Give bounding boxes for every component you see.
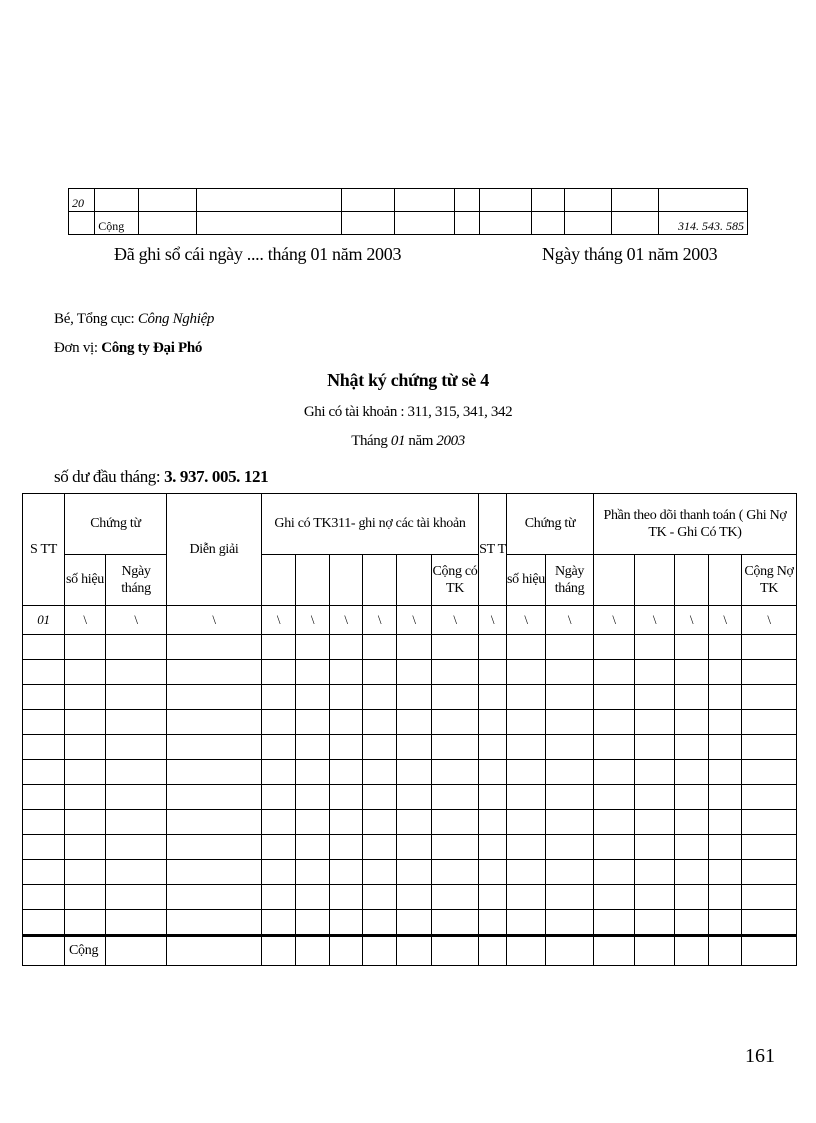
table-cell bbox=[262, 635, 296, 660]
table-cell bbox=[106, 735, 167, 760]
table-cell bbox=[106, 910, 167, 936]
ministry-line bbox=[54, 311, 214, 328]
table-row bbox=[23, 835, 797, 860]
table-cell bbox=[546, 635, 594, 660]
table-cell bbox=[507, 785, 546, 810]
table-cell bbox=[262, 660, 296, 685]
col-stt2: ST T bbox=[479, 494, 507, 606]
table-cell bbox=[432, 785, 479, 810]
opening-balance-label: số dư đầu tháng: bbox=[54, 467, 165, 486]
table-cell bbox=[167, 710, 262, 735]
table-cell bbox=[675, 685, 709, 710]
table-cell bbox=[635, 760, 675, 785]
table-cell bbox=[546, 835, 594, 860]
table-cell bbox=[330, 735, 363, 760]
table-cell bbox=[65, 660, 106, 685]
table-cell bbox=[167, 685, 262, 710]
mark: \ bbox=[65, 606, 106, 635]
table-cell bbox=[330, 760, 363, 785]
table-cell bbox=[479, 760, 507, 785]
mark: \ bbox=[507, 606, 546, 635]
ministry-label: Bé, Tổng cục: bbox=[54, 311, 138, 327]
table-cell bbox=[262, 885, 296, 910]
table-cell bbox=[167, 735, 262, 760]
table-cell bbox=[262, 860, 296, 885]
table-row bbox=[23, 910, 797, 936]
mark: \ bbox=[330, 606, 363, 635]
table-cell bbox=[296, 685, 330, 710]
unit-label: Đơn vị: bbox=[54, 340, 102, 356]
table-cell bbox=[742, 860, 797, 885]
table-cell bbox=[594, 910, 635, 936]
table-cell bbox=[262, 910, 296, 936]
col-cong-co: Cộng có TK bbox=[432, 555, 479, 606]
table-cell bbox=[106, 685, 167, 710]
table-cell bbox=[330, 885, 363, 910]
table-cell bbox=[330, 710, 363, 735]
table-cell bbox=[709, 760, 742, 785]
table-cell bbox=[23, 860, 65, 885]
table-cell bbox=[432, 735, 479, 760]
table-cell bbox=[23, 660, 65, 685]
table-cell bbox=[65, 710, 106, 735]
table-cell bbox=[296, 660, 330, 685]
table-cell bbox=[546, 710, 594, 735]
table-cell bbox=[397, 635, 432, 660]
table-cell bbox=[479, 635, 507, 660]
table-cell bbox=[546, 735, 594, 760]
table-row bbox=[69, 189, 748, 212]
table-cell bbox=[709, 785, 742, 810]
table-cell bbox=[363, 660, 397, 685]
table-cell bbox=[479, 910, 507, 936]
mark: \ bbox=[594, 606, 635, 635]
table-cell bbox=[397, 735, 432, 760]
table-cell bbox=[167, 810, 262, 835]
table-cell bbox=[594, 785, 635, 810]
table-cell bbox=[709, 885, 742, 910]
previous-page-table bbox=[68, 188, 748, 235]
table-cell bbox=[594, 710, 635, 735]
table-cell bbox=[363, 810, 397, 835]
table-cell bbox=[330, 685, 363, 710]
table-cell bbox=[594, 810, 635, 835]
opening-balance-value: 3. 937. 005. 121 bbox=[164, 467, 269, 486]
table-cell bbox=[675, 885, 709, 910]
mark: \ bbox=[432, 606, 479, 635]
table-cell bbox=[167, 885, 262, 910]
table-cell bbox=[635, 885, 675, 910]
journal-subtitle: Ghi có tài khoản : 311, 315, 341, 342 bbox=[303, 404, 513, 420]
signoff-date: Ngày tháng 01 năm 2003 bbox=[542, 244, 718, 264]
table-cell bbox=[594, 685, 635, 710]
table-cell bbox=[65, 810, 106, 835]
table-row bbox=[23, 635, 797, 660]
table-cell bbox=[432, 835, 479, 860]
table-cell bbox=[330, 910, 363, 936]
unit-value: Công ty Đại Phó bbox=[101, 340, 203, 356]
mark: \ bbox=[296, 606, 330, 635]
table-cell bbox=[742, 885, 797, 910]
mark: \ bbox=[106, 606, 167, 635]
table-row bbox=[23, 860, 797, 885]
table-cell bbox=[296, 635, 330, 660]
mark: \ bbox=[167, 606, 262, 635]
table-cell bbox=[709, 685, 742, 710]
table-cell bbox=[709, 635, 742, 660]
mark: \ bbox=[397, 606, 432, 635]
empty-rows bbox=[23, 635, 797, 936]
table-cell bbox=[397, 885, 432, 910]
table-cell bbox=[363, 635, 397, 660]
table-cell bbox=[296, 810, 330, 835]
table-cell bbox=[65, 885, 106, 910]
table-row bbox=[23, 735, 797, 760]
table-cell bbox=[635, 660, 675, 685]
table-cell bbox=[65, 835, 106, 860]
table-cell bbox=[594, 760, 635, 785]
table-cell bbox=[432, 810, 479, 835]
table-cell bbox=[635, 910, 675, 936]
table-cell bbox=[296, 910, 330, 936]
table-cell bbox=[330, 635, 363, 660]
journal-table bbox=[22, 493, 797, 966]
table-cell bbox=[106, 710, 167, 735]
col-cong-no: Cộng Nợ TK bbox=[742, 555, 797, 606]
table-cell bbox=[742, 910, 797, 936]
table-cell bbox=[262, 710, 296, 735]
total-row bbox=[23, 936, 797, 966]
table-cell bbox=[709, 910, 742, 936]
col-dien-giai: Diễn giải bbox=[167, 494, 262, 606]
table-cell bbox=[507, 760, 546, 785]
table-cell bbox=[479, 885, 507, 910]
table-cell bbox=[635, 860, 675, 885]
table-cell bbox=[507, 860, 546, 885]
table-cell bbox=[546, 760, 594, 785]
mark: \ bbox=[709, 606, 742, 635]
table-row bbox=[23, 606, 797, 635]
table-cell bbox=[23, 710, 65, 735]
total-label: Cộng bbox=[95, 212, 139, 235]
table-cell bbox=[675, 635, 709, 660]
table-cell bbox=[23, 810, 65, 835]
col-ngay-thang: Ngày tháng bbox=[106, 555, 167, 606]
table-cell bbox=[507, 810, 546, 835]
table-cell bbox=[507, 685, 546, 710]
table-cell bbox=[167, 860, 262, 885]
table-cell bbox=[709, 810, 742, 835]
table-cell bbox=[167, 910, 262, 936]
table-cell bbox=[546, 685, 594, 710]
table-cell bbox=[742, 660, 797, 685]
table-cell bbox=[363, 910, 397, 936]
table-cell bbox=[363, 710, 397, 735]
table-cell bbox=[546, 910, 594, 936]
table-cell bbox=[742, 760, 797, 785]
table-cell bbox=[432, 660, 479, 685]
table-cell bbox=[742, 685, 797, 710]
table-cell bbox=[507, 910, 546, 936]
table-cell bbox=[479, 785, 507, 810]
table-cell bbox=[65, 910, 106, 936]
table-cell bbox=[106, 760, 167, 785]
table-cell bbox=[106, 885, 167, 910]
table-cell bbox=[23, 760, 65, 785]
table-cell bbox=[507, 835, 546, 860]
table-cell bbox=[296, 785, 330, 810]
table-cell bbox=[742, 810, 797, 835]
table-cell bbox=[635, 635, 675, 660]
table-cell bbox=[675, 760, 709, 785]
table-cell bbox=[296, 860, 330, 885]
table-cell bbox=[397, 860, 432, 885]
table-cell bbox=[675, 835, 709, 860]
table-cell bbox=[594, 635, 635, 660]
table-cell bbox=[594, 835, 635, 860]
table-cell bbox=[363, 760, 397, 785]
table-cell bbox=[432, 885, 479, 910]
mark: \ bbox=[546, 606, 594, 635]
table-cell bbox=[330, 785, 363, 810]
table-cell bbox=[363, 860, 397, 885]
table-cell bbox=[330, 860, 363, 885]
table-cell bbox=[65, 685, 106, 710]
table-cell bbox=[479, 710, 507, 735]
table-cell bbox=[23, 885, 65, 910]
table-cell bbox=[106, 860, 167, 885]
table-cell bbox=[65, 760, 106, 785]
table-cell bbox=[23, 635, 65, 660]
table-cell bbox=[397, 835, 432, 860]
table-cell bbox=[167, 660, 262, 685]
table-cell bbox=[363, 835, 397, 860]
table-cell bbox=[363, 735, 397, 760]
mark: \ bbox=[635, 606, 675, 635]
table-cell bbox=[106, 660, 167, 685]
stt-cell: 20 bbox=[69, 189, 95, 212]
journal-month: Tháng 01 năm 2003 bbox=[351, 433, 465, 449]
table-cell bbox=[507, 885, 546, 910]
table-cell bbox=[479, 810, 507, 835]
table-cell bbox=[675, 660, 709, 685]
table-cell bbox=[397, 785, 432, 810]
col-chung-tu2: Chứng từ bbox=[507, 494, 594, 555]
ledger-recorded-date: Đã ghi sổ cái ngày .... tháng 01 năm 2003 bbox=[114, 244, 402, 264]
table-row bbox=[23, 685, 797, 710]
table-cell bbox=[546, 810, 594, 835]
mark: \ bbox=[742, 606, 797, 635]
table-cell bbox=[635, 785, 675, 810]
table-cell bbox=[742, 785, 797, 810]
table-cell bbox=[262, 735, 296, 760]
table-cell bbox=[546, 785, 594, 810]
header-row bbox=[23, 494, 797, 555]
table-cell bbox=[742, 835, 797, 860]
table-cell bbox=[23, 785, 65, 810]
table-cell bbox=[397, 910, 432, 936]
table-cell bbox=[296, 710, 330, 735]
table-row bbox=[23, 785, 797, 810]
table-cell bbox=[709, 735, 742, 760]
table-cell bbox=[167, 785, 262, 810]
table-cell bbox=[742, 735, 797, 760]
table-cell bbox=[675, 860, 709, 885]
table-cell bbox=[635, 810, 675, 835]
table-cell bbox=[742, 635, 797, 660]
table-cell bbox=[635, 710, 675, 735]
table-cell bbox=[296, 760, 330, 785]
table-cell bbox=[262, 685, 296, 710]
table-cell bbox=[432, 860, 479, 885]
table-cell bbox=[106, 810, 167, 835]
col-stt: S TT bbox=[23, 494, 65, 606]
mark: \ bbox=[262, 606, 296, 635]
col-ghi-co: Ghi có TK311- ghi nợ các tài khoản bbox=[262, 494, 479, 555]
table-cell bbox=[594, 660, 635, 685]
table-cell bbox=[479, 835, 507, 860]
table-cell bbox=[167, 835, 262, 860]
table-cell bbox=[546, 885, 594, 910]
total-label: Cộng bbox=[65, 936, 106, 966]
table-row bbox=[23, 810, 797, 835]
table-cell bbox=[23, 910, 65, 936]
table-cell bbox=[106, 785, 167, 810]
table-cell bbox=[23, 735, 65, 760]
table-cell bbox=[432, 760, 479, 785]
table-cell bbox=[594, 735, 635, 760]
table-cell bbox=[709, 660, 742, 685]
table-cell bbox=[330, 835, 363, 860]
table-cell bbox=[23, 835, 65, 860]
table-cell bbox=[106, 835, 167, 860]
table-cell bbox=[432, 710, 479, 735]
table-cell bbox=[262, 835, 296, 860]
table-cell bbox=[432, 910, 479, 936]
table-cell bbox=[635, 685, 675, 710]
table-cell bbox=[507, 710, 546, 735]
table-cell bbox=[262, 810, 296, 835]
table-cell bbox=[363, 885, 397, 910]
table-cell bbox=[675, 735, 709, 760]
table-cell bbox=[296, 835, 330, 860]
table-cell bbox=[65, 860, 106, 885]
col-chung-tu: Chứng từ bbox=[65, 494, 167, 555]
table-cell bbox=[507, 660, 546, 685]
table-cell bbox=[397, 810, 432, 835]
stt-cell: 01 bbox=[23, 606, 65, 635]
table-cell bbox=[742, 710, 797, 735]
table-cell bbox=[167, 635, 262, 660]
table-cell bbox=[675, 810, 709, 835]
unit-line bbox=[54, 340, 202, 357]
opening-balance bbox=[54, 467, 268, 487]
table-cell bbox=[106, 635, 167, 660]
table-row bbox=[69, 212, 748, 235]
mark: \ bbox=[479, 606, 507, 635]
table-cell bbox=[479, 860, 507, 885]
col-so-hieu: số hiệu bbox=[65, 555, 106, 606]
ministry-value: Công Nghiệp bbox=[137, 311, 215, 327]
table-cell bbox=[507, 635, 546, 660]
table-cell bbox=[635, 835, 675, 860]
table-cell bbox=[709, 710, 742, 735]
table-cell bbox=[397, 660, 432, 685]
table-cell bbox=[507, 735, 546, 760]
table-cell bbox=[262, 760, 296, 785]
table-cell bbox=[65, 785, 106, 810]
table-row bbox=[23, 760, 797, 785]
table-row bbox=[23, 660, 797, 685]
col-ngay-thang2: Ngày tháng bbox=[546, 555, 594, 606]
table-cell bbox=[167, 760, 262, 785]
table-cell bbox=[296, 885, 330, 910]
table-cell bbox=[479, 735, 507, 760]
table-cell bbox=[262, 785, 296, 810]
table-cell bbox=[363, 785, 397, 810]
table-cell bbox=[330, 810, 363, 835]
table-cell bbox=[709, 860, 742, 885]
page-number: 161 bbox=[745, 1045, 775, 1067]
col-phan-theo-doi: Phần theo dõi thanh toán ( Ghi Nợ TK - Ghi Có TK) bbox=[594, 494, 797, 555]
table-cell bbox=[546, 860, 594, 885]
table-cell bbox=[709, 835, 742, 860]
table-cell bbox=[594, 860, 635, 885]
table-cell bbox=[546, 660, 594, 685]
journal-title: Nhật ký chứng từ sè 4 bbox=[327, 370, 489, 390]
table-cell bbox=[675, 785, 709, 810]
table-cell bbox=[479, 685, 507, 710]
table-cell bbox=[675, 910, 709, 936]
table-cell bbox=[432, 635, 479, 660]
table-row bbox=[23, 885, 797, 910]
table-cell bbox=[330, 660, 363, 685]
mark: \ bbox=[675, 606, 709, 635]
table-cell bbox=[23, 685, 65, 710]
col-so-hieu2: số hiệu bbox=[507, 555, 546, 606]
table-cell bbox=[296, 735, 330, 760]
table-cell bbox=[594, 885, 635, 910]
mark: \ bbox=[363, 606, 397, 635]
table-cell bbox=[397, 760, 432, 785]
table-cell bbox=[432, 685, 479, 710]
table-cell bbox=[397, 710, 432, 735]
table-cell bbox=[65, 635, 106, 660]
table-cell bbox=[363, 685, 397, 710]
table-row bbox=[23, 710, 797, 735]
total-value: 314. 543. 585 bbox=[658, 212, 747, 235]
table-cell bbox=[479, 660, 507, 685]
table-cell bbox=[397, 685, 432, 710]
table-cell bbox=[675, 710, 709, 735]
table-cell bbox=[65, 735, 106, 760]
table-cell bbox=[635, 735, 675, 760]
